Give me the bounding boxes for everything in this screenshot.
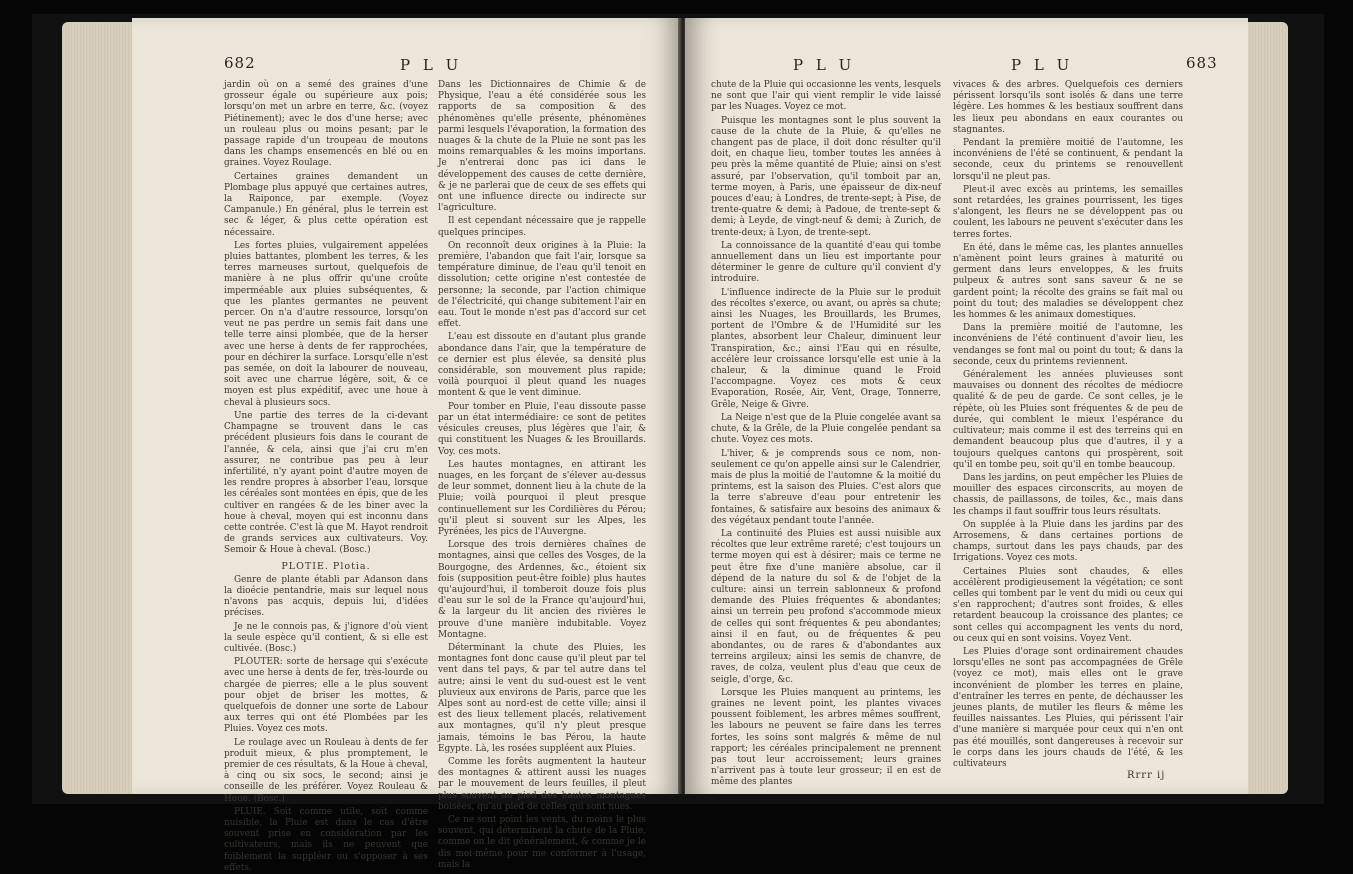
text-paragraph: L'influence indirecte de la Pluie sur le produit des récoltes s'exerce, ou avant, ou après sa chute; ainsi les Nuages, les Brouillards, les Brumes, portent de l'Ombre & de l'Humidité sur les plantes, absorbent leur Chaleur, diminuent leur Transpiration, &c.; ainsi l'Eau qui en résulte, accélère leur croissance lorsqu'elle est unie à la chaleur, & la diminue quand le Froid l'accompagne. Voyez ces mots & ceux Evaporation, Rosée, Air, Vent, Orage, Tonnerre, Grêle, Neige & Givre. [711, 287, 941, 410]
text-paragraph: Il est cependant nécessaire que je rappelle quelques principes. [438, 216, 646, 238]
right-column-2 [953, 80, 1183, 770]
left-page-block-edge [62, 22, 140, 794]
text-paragraph: Généralement les années pluvieuses sont mauvaises ou donnent des récoltes de médiocre qualité & de peu de garde. Ce sont celles, je le répète, où les Pluies sont fréquentes & de peu de durée, qui comblent le mieux l'espérance du cultivateur; mais comme il est des terreins qui en demandent beaucoup plus que d'autres, il y a toujours quelques cantons qui prospèrent, soit qu'il en tombe peu, soit qu'il en tombe beaucoup. [953, 370, 1183, 470]
text-paragraph: Lorsque des trois dernières chaînes de montagnes, ainsi que celles des Vosges, de la Bourgogne, des Ardennes, &c., étoient six fois (supposition peut-être foible) plus hautes qu'aujourd'hui, il tomberoit douze fois plus d'eau sur le sol de la France qu'aujourd'hui, & la largeur du lit ancien des rivières le prouve d'une manière indubitable. Voyez Montagne. [438, 540, 646, 640]
page-number-left: 682 [224, 54, 256, 72]
right-column-1 [711, 80, 941, 788]
text-paragraph: On supplée à la Pluie dans les jardins par des Arrosemens, & dans certaines portions de champs, surtout dans les pays chauds, par des Irrigations. Voyez ces mots. [953, 519, 1183, 564]
text-paragraph: PLUIE. Soit comme utile, soit comme nuisible, la Pluie est dans le cas d'être souvent prise en considération par les cultivateurs, mais ils ne peuvent que foiblement la suppléer ou s'opposer à ses effets. [224, 806, 428, 873]
text-paragraph: La Neige n'est que de la Pluie congelée avant sa chute, & la Grêle, de la Pluie congelée pendant sa chute. Voyez ces mots. [711, 412, 941, 446]
left-column-1 [224, 80, 428, 873]
text-paragraph: Pour tomber en Pluie, l'eau dissoute passe par un état intermédiaire: ce sont de petites vésicules creuses, plus légères que l'air, & qui constituent les Nuages & les Brouillards. Voy. ces mots. [438, 401, 646, 457]
text-paragraph: L'eau est dissoute en d'autant plus grande abondance dans l'air, que la température de ce dernier est plus élevée, sa densité plus considérable, son mouvement plus rapide; voilà pourquoi il pleut quand les nuages montent & que le vent diminue. [438, 332, 646, 399]
text-paragraph: L'hiver, & je comprends sous ce nom, non-seulement ce qu'on appelle ainsi sur le Calendrier, mais de plus la moitié de l'automne & la moitié du printems, est la saison des Pluies. C'est alors que la terre s'abreuve d'eau pour entretenir les fontaines, & satisfaire aux besoins des animaux & des végétaux pendant toute l'année. [711, 448, 941, 526]
right-page [685, 18, 1248, 794]
running-head-right-1: P L U [793, 56, 856, 74]
text-paragraph: Le roulage avec un Rouleau à dents de fer produit mieux, & plus promptement, le premier de ces résultats, & la Houe à cheval, à cinq ou six socs, le second; ainsi je conseille de les préférer. Voyez Rouleau & Houe. (Bosc.) [224, 737, 428, 804]
text-paragraph: Pleut-il avec excès au printems, les semailles sont retardées, les graines pourrissent, les tiges s'alongent, les fleurs ne se développent pas ou coulent, les labours ne peuvent s'exécuter dans les terres fortes. [953, 184, 1183, 240]
text-paragraph: Les hautes montagnes, en attirant les nuages, en les forçant de s'élever au-dessus de leur sommet, donnent lieu à la chute de la Pluie; voilà pourquoi il pleut presque continuellement sur les Cordilières du Pérou; qu'il pleut si souvent sur les Alpes, les Pyrénées, les pics de l'Auvergne. [438, 459, 646, 537]
text-paragraph: Dans la première moitié de l'automne, les inconvéniens de l'été continuent d'avoir lieu, les vendanges se font mal ou point du tout; & dans la seconde, ceux du printems reviennent. [953, 323, 1183, 367]
running-head-left: P L U [400, 56, 463, 74]
text-paragraph: Puisque les montagnes sont le plus souvent la cause de la chute de la Pluie, & qu'elles ne changent pas de place, il doit donc résulter qu'il doit, en chaque lieu, tomber toutes les années à peu près la même quantité de Pluie; ainsi on s'est assuré, par l'observation, qu'il tomboit par an, terme moyen, à Paris, une épaisseur de dix-neuf pouces d'eau; à Londres, de trente-sept; à Pise, de trente-quatre & demi; à Padoue, de trente-sept & demi; à Leyde, de vingt-neuf & demi; à Zurich, de trente-deux; à Lyon, de trente-sept. [711, 115, 941, 238]
text-paragraph: La connoissance de la quantité d'eau qui tombe annuellement dans un lieu est importante pour déterminer le genre de culture qu'il convient d'y introduire. [711, 240, 941, 285]
text-paragraph: Les Pluies d'orage sont ordinairement chaudes lorsqu'elles ne sont pas accompagnées de Grêle (voyez ce mot), mais elles ont le grave inconvénient de plomber les terres en plaine, d'entraîner les terres en pente, de déchausser les jeunes plants, de mutiler les fleurs & même les feuilles naissantes. Les Pluies, qui périssent l'air d'une manière si marquée pour ceux qui n'en ont pas été mouillés, sont dangereuses à recevoir sur le corps dans les jours chauds de l'été, & les cultivateurs [953, 646, 1183, 769]
text-paragraph: Pendant la première moitié de l'automne, les inconvéniens de l'été se continuent, & pendant la seconde, ceux du printems se renouvellent lorsqu'il ne pleut pas. [953, 138, 1183, 182]
text-paragraph: Certaines graines demandent un Plombage plus appuyé que certaines autres, la Raiponce, par exemple. (Voyez Campanule.) En général, plus le terrein est sec & léger, & plus cette opération est nécessaire. [224, 171, 428, 238]
text-paragraph: chute de la Pluie qui occasionne les vents, lesquels ne sont que l'air qui vient remplir le vide laissé par les Nuages. Voyez ce mot. [711, 80, 941, 113]
text-paragraph: La continuité des Pluies est aussi nuisible aux récoltes que leur extrême rareté; c'est toujours un terme moyen qui est à désirer; mais ce terme ne peut être fixe d'une manière absolue, car il dépend de la nature du sol & de l'objet de la culture: ainsi un terrein sablonneux & profond demande des Pluies fréquentes & abondantes; ainsi un terrein peu profond s'accommode mieux de celles qui sont fréquentes & peu abondantes; ainsi il en faut, ou de fréquentes & peu abondantes, ou de rares & d'abondantes aux terreins argileux; ainsi les semis de chanvre, de raves, de colza, veulent plus d'eau que ceux de seigle, d'orge, &c. [711, 528, 941, 685]
left-page [132, 18, 681, 873]
signature-mark: Rrrr ij [1127, 770, 1166, 781]
text-paragraph: Lorsque les Pluies manquent au printems, les graines ne levent point, les plantes vivaces poussent foiblement, les arbres mêmes souffrent, les labours ne peuvent se faire dans les terres fortes, les soins sont malgrés & même de nul rapport; les céréales principalement ne prennent pas tout leur accroissement; leurs graines n'arrivent pas à toute leur grosseur; il en est de même des plantes [711, 687, 941, 788]
running-head-right-2: P L U [1011, 56, 1074, 74]
page-number-right: 683 [1186, 54, 1218, 72]
text-paragraph: Genre de plante établi par Adanson dans la dioécie pentandrie, mais sur lequel nous n'avons pas acquis, depuis lui, d'idées précises. [224, 574, 428, 619]
text-paragraph: jardin où on a semé des graines d'une grosseur égale ou supérieure aux pois; lorsqu'on met un arbre en terre, &c. (voyez Piétinement); avec le dos d'une herse; avec un rouleau plus ou moins pesant; par le passage rapide d'un troupeau de moutons dans les champs ensemencés en blé ou en graines. Voyez Roulage. [224, 80, 428, 169]
text-paragraph: Je ne le connois pas, & j'ignore d'où vient la seule espèce qu'il contient, & si elle est cultivée. (Bosc.) [224, 621, 428, 654]
text-paragraph: On reconnoît deux origines à la Pluie: la première, l'abandon que fait l'air, lorsque sa température diminue, de l'eau qu'il tenoit en dissolution; cette origine n'est contestée de personne; la seconde, par l'action chimique de l'électricité, qui change subitement l'air en eau. Tout le monde n'est pas d'accord sur cet effet. [438, 240, 646, 330]
text-paragraph: Certaines Pluies sont chaudes, & elles accélèrent prodigieusement la végétation; ce sont celles qui tombent par le vent du midi ou ceux qui s'en rapprochent; d'autres sont froides, & elles retardent beaucoup la croissance des plantes; ce sont celles qui accompagnent les vents du nord, ou ceux qui en sont voisins. Voyez Vent. [953, 566, 1183, 644]
text-paragraph: En été, dans le même cas, les plantes annuelles n'amènent point leurs graines à maturité ou germent dans leurs enveloppes, & les fruits pulpeux & autres sont sans saveur & ne se gardent point; la récolte des grains se fait mal ou point du tout; des maladies se développent chez les hommes & les animaux domestiques. [953, 242, 1183, 321]
text-paragraph: Dans les jardins, on peut empêcher les Pluies de mouiller des espaces circonscrits, au moyen de chassis, de paillassons, de toiles, &c., mais dans les champs il faut souffrir tous leurs résultats. [953, 472, 1183, 517]
right-page-block-edge [1246, 22, 1288, 794]
text-paragraph: Dans les Dictionnaires de Chimie & de Physique, l'eau a été considérée sous les rapports de sa composition & des phénomènes qu'elle présente, phénomènes parmi lesquels l'évaporation, la formation des nuages & la chute de la Pluie ne sont pas les moins remarquables & les moins importans. Je n'entrerai donc pas ici dans le développement des causes de cette dernière, & je ne parlerai que de ceux de ses effets qui ont une influence directe ou indirecte sur l'agriculture. [438, 80, 646, 214]
text-paragraph: Les fortes pluies, vulgairement appelées pluies battantes, plombent les terres, & les terres marneuses surtout, quelquefois de manière à ne plus offrir qu'une croûte imperméable aux pluies subséquentes, & que les plantes germantes ne peuvent percer. On n'a d'autre ressource, lorsqu'on veut ne pas perdre un semis fait dans une telle terre ainsi plombée, que de la herser avec une herse à dents de fer rapprochées, pour en déchirer la surface. Lorsqu'elle n'est pas semée, on doit la labourer de nouveau, soit avec une charrue légère, soit, & ce moyen est plus expéditif, avec une houe à cheval à plusieurs socs. [224, 240, 428, 408]
text-paragraph: Une partie des terres de la ci-devant Champagne se trouvent dans le cas précédent plusieurs fois dans le courant de l'année, & cela, ainsi que j'ai cru m'en assurer, ne contribue pas peu à leur infertilité, n'y ayant point d'autre moyen de les rendre propres à absorber l'eau, lorsque les céréales sont montées en épis, que de les cultiver en rangées & de les biner avec la houe à cheval, moyen qui est inconnu dans cette contrée. C'est là que M. Hayot rendroit de grands services aux cultivateurs. Voy. Semoir & Houe à cheval. (Bosc.) [224, 410, 428, 556]
entry-heading: PLOTIE. Plotia. [281, 560, 371, 572]
text-paragraph: PLOUTER: sorte de hersage qui s'exécute avec une herse à dents de fer, très-lourde ou chargée de pierres; elle a le plus souvent pour objet de briser les mottes, & quelquefois de donner une sorte de Labour aux terres qui ont été Plombées par les Pluies. Voyez ces mots. [224, 657, 428, 735]
left-column-2 [438, 80, 646, 870]
text-paragraph: vivaces & des arbres. Quelquefois ces derniers périssent lorsqu'ils sont isolés & dans une terre légère. Les hommes & les bestiaux souffrent dans les lieux peu abondans en eaux courantes ou stagnantes. [953, 80, 1183, 135]
text-paragraph: Déterminant la chute des Pluies, les montagnes font donc cause qu'il pleut par tel vent dans tel pays, & par tel autre dans tel autre; ainsi le vent du sud-ouest est le vent pluvieux aux environs de Paris, parce que les Alpes sont au nord-est de cette ville; ainsi il est des lieux tellement placés, relativement aux montagnes, qu'il n'y pleut presque jamais, témoins le bas Pérou, la haute Egypte. Là, les rosées suppléent aux Pluies. [438, 642, 646, 754]
text-paragraph: Ce ne sont point les vents, du moins le plus souvent, qui déterminent la chute de la Pluie, comme on le dit généralement, & comme je le dis moi-même pour me conformer à l'usage, mais la [438, 815, 646, 870]
text-paragraph: Comme les forêts augmentent la hauteur des montagnes & attirent aussi les nuages par le mouvement de leurs feuilles, il pleut plus souvent au pied des hautes montagnes boisées, qu'au pied de celles qui sont nues. [438, 756, 646, 812]
